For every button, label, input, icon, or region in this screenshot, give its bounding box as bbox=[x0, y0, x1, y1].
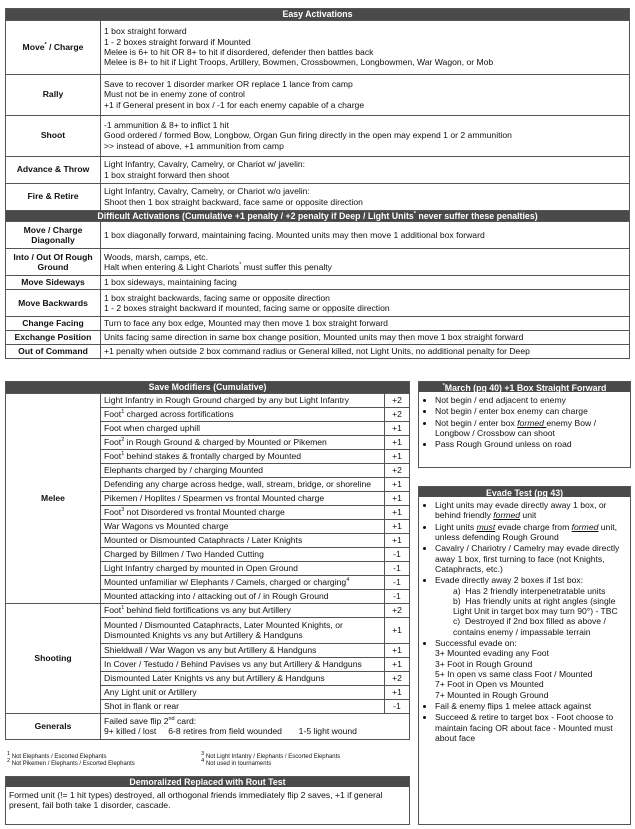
melee-value: +1 bbox=[385, 533, 410, 547]
shooting-modifier: Foot$^1$ behind field fortifications vs any but Artillery bbox=[101, 603, 385, 617]
move-charge-label: Move* / Charge bbox=[6, 20, 101, 74]
melee-modifier: Mounted attacking into / attacking out of / in Rough Ground bbox=[101, 589, 385, 603]
melee-modifier: Foot$^2$ in Rough Ground & charged by Mounted or Pikemen bbox=[101, 435, 385, 449]
shooting-modifier: Mounted / Dismounted Cataphracts, Later Mounted Knights, or Dismounted Knights vs any but Artillery & Handguns bbox=[101, 617, 385, 643]
move-backwards-label: Move Backwards bbox=[6, 290, 101, 317]
evade-header: Evade Test (pg 43) bbox=[419, 487, 630, 497]
evade-sublist bbox=[435, 586, 630, 638]
march-item: • Not begin / enter box enemy can charge bbox=[435, 406, 630, 416]
rally-text: Save to recover 1 disorder marker OR replace 1 lance from camp Must not be in enemy zone of control +1 if General present in box / -1 for each enemy capable of a charge bbox=[101, 74, 630, 115]
evade-item: • Successful evade on: 3+ Mounted evading any Foot 3+ Foot in Rough Ground 5+ In open vs same class Foot / Mounted 7+ Foot in Open vs Mounted 7+ Mounted in Rough Ground bbox=[435, 638, 630, 700]
generals-label: Generals bbox=[6, 713, 101, 739]
melee-value: -1 bbox=[385, 561, 410, 575]
move-sideways-label: Move Sideways bbox=[6, 276, 101, 290]
melee-value: +1 bbox=[385, 449, 410, 463]
march-box bbox=[418, 381, 631, 468]
melee-modifier: Defending any charge across hedge, wall, stream, bridge, or shoreline bbox=[101, 477, 385, 491]
footnote-4: $^4$ Not used in tournaments bbox=[201, 758, 272, 768]
evade-on-line: 5+ In open vs same class Foot / Mounted bbox=[435, 669, 593, 679]
melee-value: +1 bbox=[385, 519, 410, 533]
fire-retire-text: Light Infantry, Cavalry, Camelry, or Chariot w/o javelin: Shoot then 1 box straight backward, face same or opposite direction bbox=[101, 183, 630, 210]
march-list bbox=[419, 395, 630, 450]
footnotes bbox=[5, 751, 410, 768]
change-facing-label: Change Facing bbox=[6, 317, 101, 331]
shooting-label: Shooting bbox=[6, 603, 101, 713]
melee-modifier: Foot when charged uphill bbox=[101, 421, 385, 435]
evade-item: • Cavalry / Chariotry / Camelry may evade directly away 1 box, first turning to face (not Knights, Cataphracts, etc.) bbox=[435, 543, 630, 574]
demoralized-header: Demoralized Replaced with Rout Test bbox=[6, 777, 409, 787]
melee-value: +1 bbox=[385, 421, 410, 435]
evade-list bbox=[419, 500, 630, 743]
fire-retire-label: Fire & Retire bbox=[6, 183, 101, 210]
melee-modifier: Foot$^1$ charged across fortifications bbox=[101, 407, 385, 421]
shooting-modifier: Shot in flank or rear bbox=[101, 699, 385, 713]
melee-modifier: Mounted or Dismounted Cataphracts / Later Knights bbox=[101, 533, 385, 547]
demoralized-box bbox=[5, 776, 410, 825]
melee-modifier: Light Infantry in Rough Ground charged by any but Light Infantry bbox=[101, 393, 385, 407]
activations-table bbox=[5, 8, 630, 359]
shooting-value: +2 bbox=[385, 671, 410, 685]
evade-item: • Fail & enemy flips 1 melee attack against bbox=[435, 701, 630, 711]
rough-ground-text: Woods, marsh, camps, etc. Halt when entering & Light Chariots* must suffer this penalty bbox=[101, 249, 630, 276]
footnote-3: $^3$ Not Light Infantry / Elephants / Escorted Elephants bbox=[201, 751, 341, 760]
footnote-1: $^1$ Not Elephants / Escorted Elephants bbox=[7, 751, 107, 760]
melee-value: -1 bbox=[385, 547, 410, 561]
evade-subitem: b) Has friendly units at right angles (single Light Unit in target box may turn 90°) - TBC bbox=[453, 595, 618, 617]
evade-on-line: 3+ Foot in Rough Ground bbox=[435, 658, 533, 669]
shoot-text: -1 ammunition & 8+ to inflict 1 hit Good ordered / formed Bow, Longbow, Organ Gun firing directly in the open may expend 1 or 2 ammunition >> instead of above, +1 ammunition from camp bbox=[101, 115, 630, 156]
march-item: • Pass Rough Ground unless on road bbox=[435, 439, 630, 449]
shooting-value: +1 bbox=[385, 685, 410, 699]
melee-modifier: Pikemen / Hoplites / Spearmen vs frontal Mounted charge bbox=[101, 491, 385, 505]
advance-throw-label: Advance & Throw bbox=[6, 156, 101, 183]
evade-subitem: a) Has 2 friendly interpenetratable units bbox=[453, 585, 606, 596]
rough-ground-label: Into / Out Of Rough Ground bbox=[6, 249, 101, 276]
rally-label: Rally bbox=[6, 74, 101, 115]
melee-modifier: War Wagons vs Mounted charge bbox=[101, 519, 385, 533]
advance-throw-text: Light Infantry, Cavalry, Camelry, or Chariot w/ javelin: 1 box straight forward then shoot bbox=[101, 156, 630, 183]
melee-value: +2 bbox=[385, 393, 410, 407]
shooting-modifier: Dismounted Later Knights vs any but Artillery & Handguns bbox=[101, 671, 385, 685]
save-modifiers-table bbox=[5, 381, 410, 740]
shooting-value: +2 bbox=[385, 603, 410, 617]
difficult-activations-header: Difficult Activations (Cumulative +1 penalty / +2 penalty if Deep / Light Units* never suffer these penalties) bbox=[6, 210, 630, 222]
march-header: *March (pg 40) +1 Box Straight Forward bbox=[419, 382, 630, 392]
shooting-modifier: In Cover / Testudo / Behind Pavises vs any but Artillery & Handguns bbox=[101, 657, 385, 671]
shooting-value: +1 bbox=[385, 657, 410, 671]
easy-activations-header: Easy Activations bbox=[6, 9, 630, 21]
evade-on-line: 3+ Mounted evading any Foot bbox=[435, 648, 549, 659]
evade-item: • Light units must evade charge from formed unit, unless defending Rough Ground bbox=[435, 522, 630, 543]
melee-modifier: Charged by Billmen / Two Handed Cutting bbox=[101, 547, 385, 561]
shoot-label: Shoot bbox=[6, 115, 101, 156]
generals-text: Failed save flip 2nd card: 9+ killed / lost 6-8 retires from field wounded 1-5 light wound bbox=[101, 713, 410, 739]
evade-item: • Succeed & retire to target box - Foot choose to maintain facing OR about face - Mounted must about face bbox=[435, 712, 630, 743]
exchange-position-label: Exchange Position bbox=[6, 331, 101, 345]
melee-value: +1 bbox=[385, 505, 410, 519]
melee-value: +1 bbox=[385, 491, 410, 505]
demoralized-text: Formed unit (!= 1 hit types) destroyed, all orthogonal friends immediately flip 2 saves, +1 if general present, fail both take 1 disorder, cascade. bbox=[9, 790, 383, 811]
exchange-position-text: Units facing same direction in same box change position, Mounted units may then move 1 box straight forward bbox=[101, 331, 630, 345]
shooting-modifier: Any Light unit or Artillery bbox=[101, 685, 385, 699]
out-of-command-text: +1 penalty when outside 2 box command radius or General killed, not Light Units, no additional penalty for Deep bbox=[101, 345, 630, 359]
evade-on-line: 7+ Foot in Open vs Mounted bbox=[435, 679, 544, 690]
move-charge-diagonally-text: 1 box diagonally forward, maintaining facing. Mounted units may then move 1 additional box forward bbox=[101, 222, 630, 249]
move-sideways-text: 1 box sideways, maintaining facing bbox=[101, 276, 630, 290]
save-modifiers-header: Save Modifiers (Cumulative) bbox=[6, 382, 410, 394]
move-backwards-text: 1 box straight backwards, facing same or opposite direction 1 - 2 boxes straight backward if mounted, facing same or opposite direction bbox=[101, 290, 630, 317]
melee-value: +1 bbox=[385, 477, 410, 491]
footnote-2: $^2$ Not Pikemen / Elephants / Escorted Elephants bbox=[7, 758, 135, 768]
evade-item: • Light units may evade directly away 1 box, or behind friendly formed unit bbox=[435, 500, 630, 521]
melee-value: -1 bbox=[385, 575, 410, 589]
evade-item: • Evade directly away 2 boxes if 1st box: a) Has 2 friendly interpenetratable units b) Has friendly units at right angles (single Light Unit in target box may turn 90°) - TBC c) Destroyed if 2nd box filled as above / contains enemy / impassable terrain bbox=[435, 575, 630, 637]
evade-subitem: c) Destroyed if 2nd box filled as above / contains enemy / impassable terrain bbox=[453, 616, 606, 637]
melee-modifier: Foot$^3$ not Disordered vs frontal Mounted charge bbox=[101, 505, 385, 519]
melee-value: -1 bbox=[385, 589, 410, 603]
melee-value: +2 bbox=[385, 463, 410, 477]
move-charge-text: 1 box straight forward 1 - 2 boxes straight forward if Mounted Melee is 6+ to hit OR 8+ to hit if disordered, defender then battles back Melee is 8+ to hit if Light Troops, Artillery, Bowmen, Crossbowmen, Longbowmen, War Wagon, or Mob bbox=[101, 20, 630, 74]
melee-modifier: Elephants charged by / charging Mounted bbox=[101, 463, 385, 477]
melee-modifier: Foot$^1$ behind stakes & frontally charged by Mounted bbox=[101, 449, 385, 463]
melee-label: Melee bbox=[6, 393, 101, 603]
melee-modifier: Light Infantry charged by mounted in Open Ground bbox=[101, 561, 385, 575]
march-item: • Not begin / enter box formed enemy Bow / Longbow / Crossbow can shoot bbox=[435, 418, 630, 439]
march-item: • Not begin / end adjacent to enemy bbox=[435, 395, 630, 405]
change-facing-text: Turn to face any box edge, Mounted may then move 1 box straight forward bbox=[101, 317, 630, 331]
evade-on-line: 7+ Mounted in Rough Ground bbox=[435, 689, 549, 700]
shooting-value: -1 bbox=[385, 699, 410, 713]
move-charge-diagonally-label: Move / Charge Diagonally bbox=[6, 222, 101, 249]
shooting-value: +1 bbox=[385, 617, 410, 643]
melee-value: +1 bbox=[385, 435, 410, 449]
shooting-modifier: Shieldwall / War Wagon vs any but Artillery & Handguns bbox=[101, 643, 385, 657]
evade-box bbox=[418, 486, 631, 825]
melee-value: +2 bbox=[385, 407, 410, 421]
shooting-value: +1 bbox=[385, 643, 410, 657]
out-of-command-label: Out of Command bbox=[6, 345, 101, 359]
melee-modifier: Mounted unfamiliar w/ Elephants / Camels, charged or charging$^4$ bbox=[101, 575, 385, 589]
